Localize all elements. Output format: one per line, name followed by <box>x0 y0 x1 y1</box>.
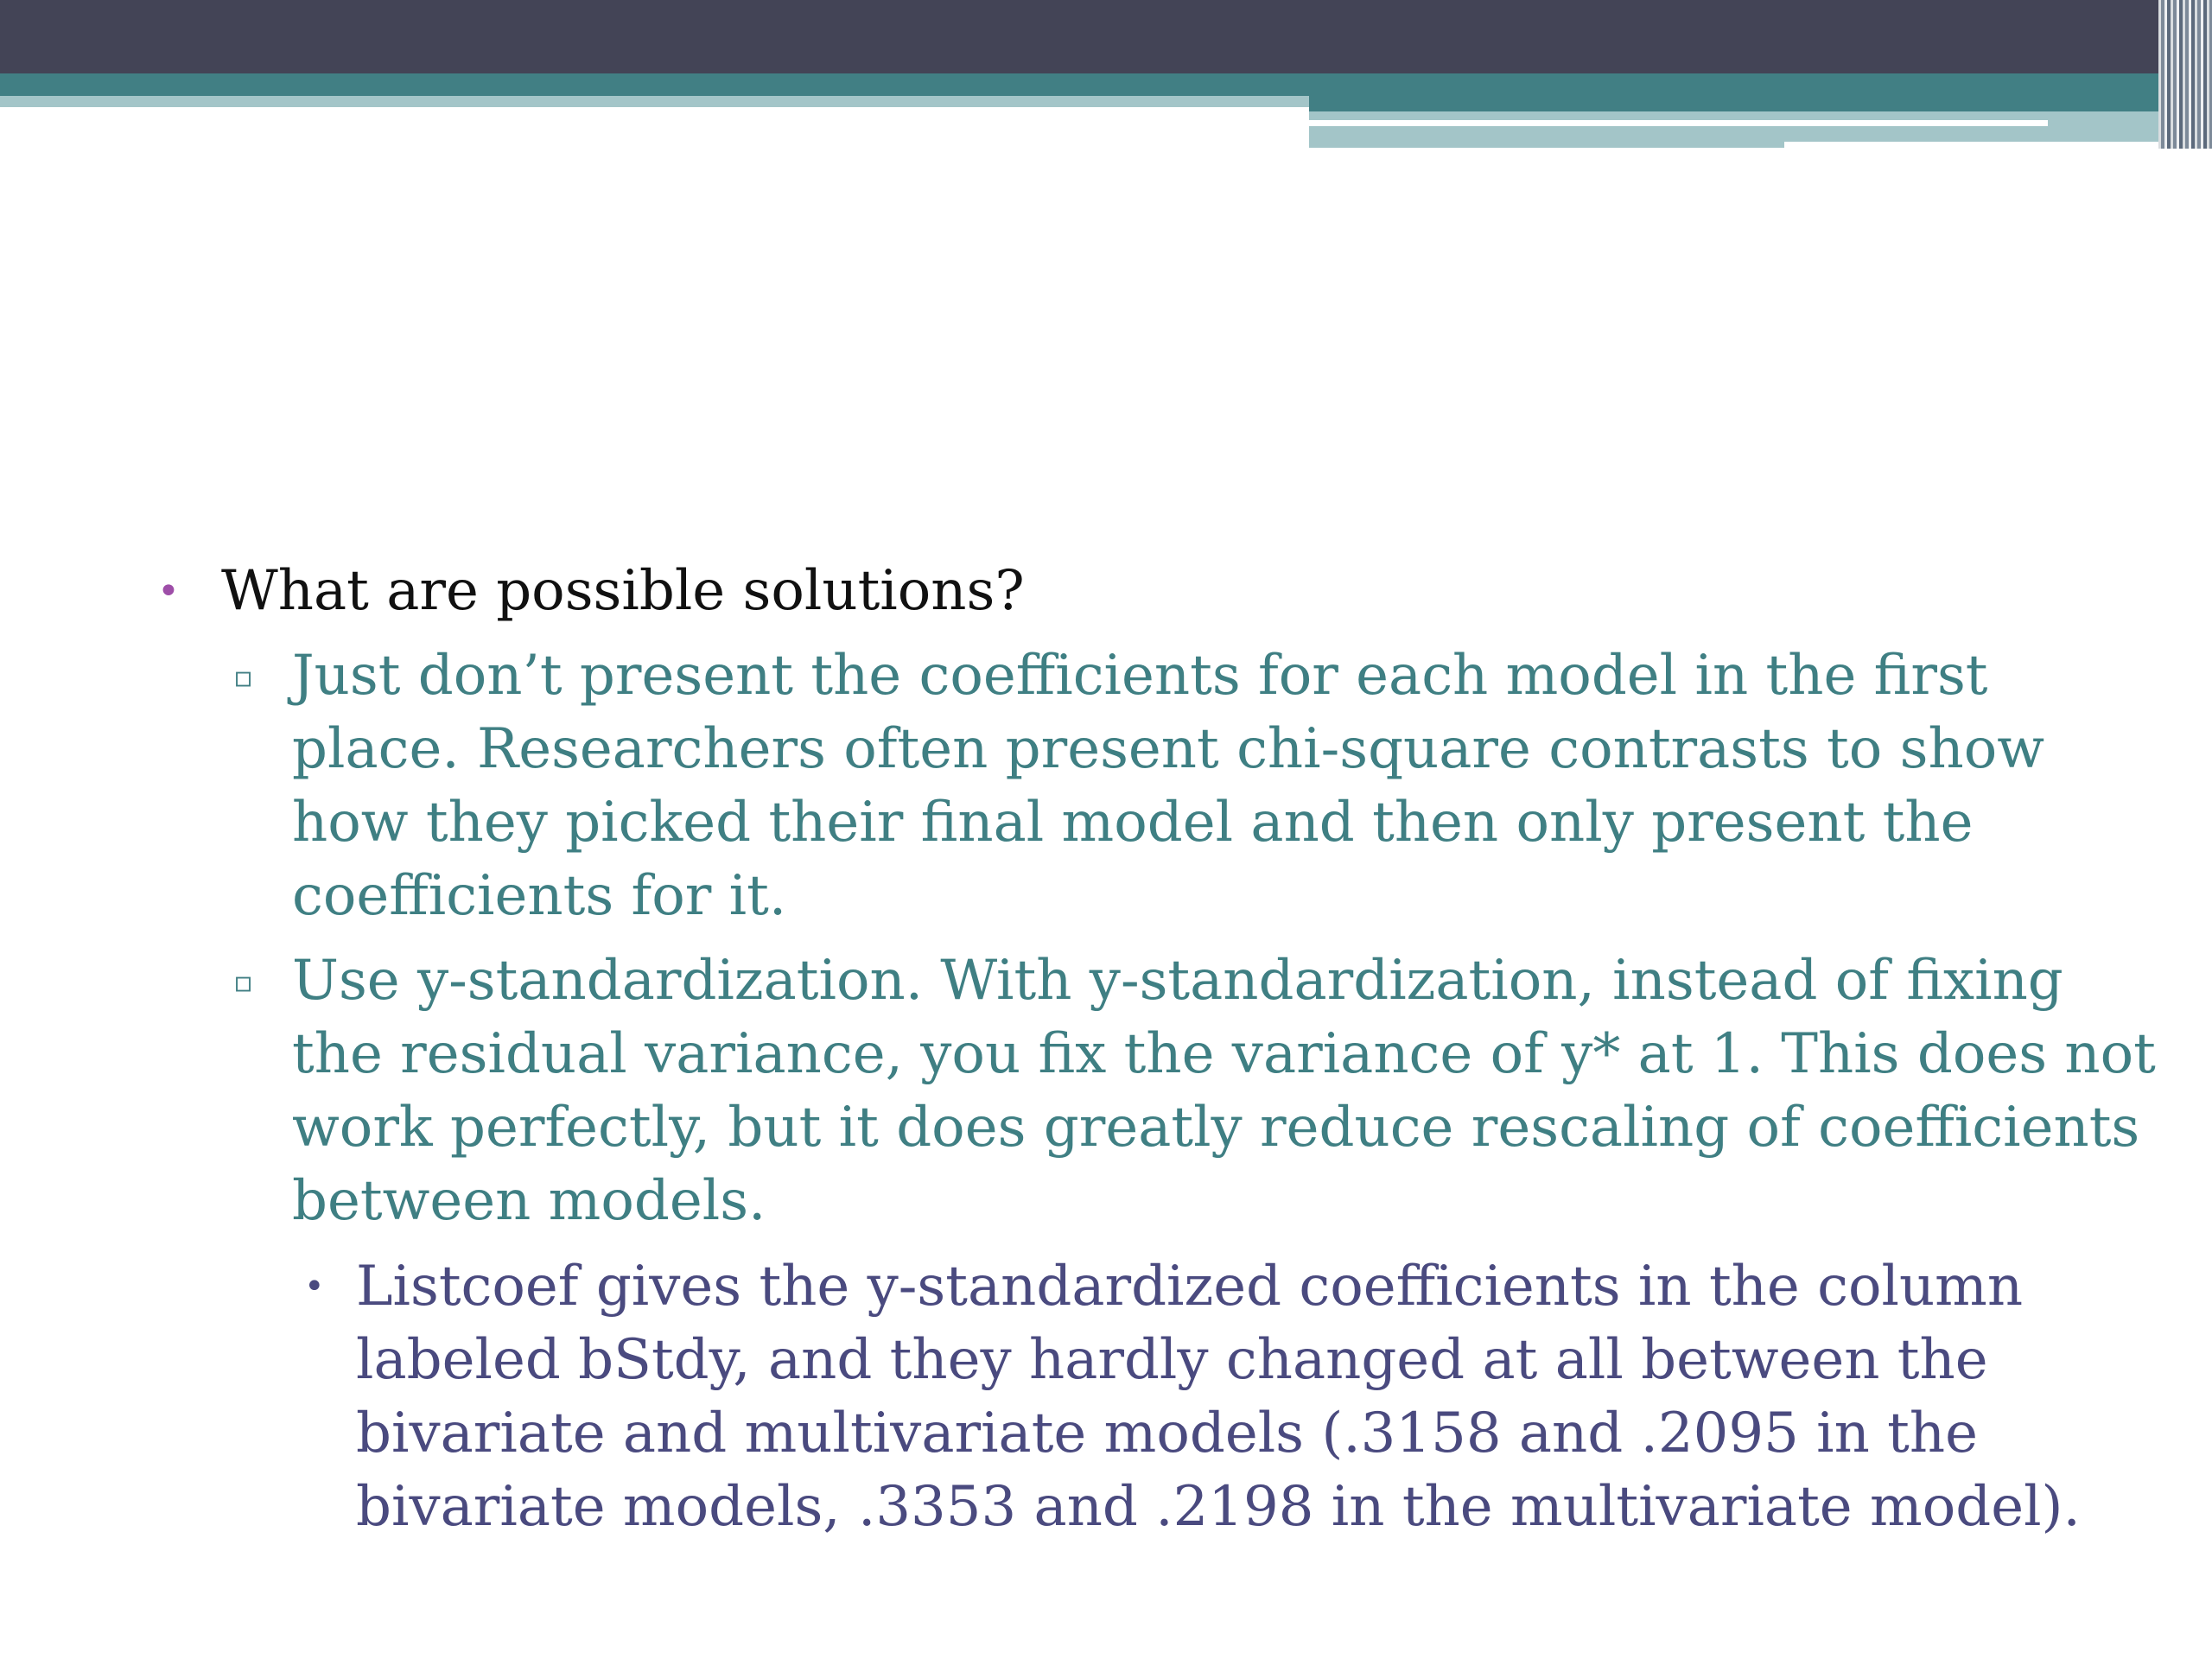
bullet-item <box>157 555 2145 628</box>
sub-sub-bullet-text: Listcoef gives the y-standardized coefficients in the column labeled bStdy, and they hardly changed at all between the bivariate and multivariate models (.3158 and .2095 in the bivariate models, .3353 and .2198 in the multivariate model). <box>356 1255 2081 1539</box>
header-teal-bar <box>0 73 2212 96</box>
header-stripes-decoration <box>2158 0 2212 149</box>
bullet-marker: • <box>157 569 180 613</box>
sub-bullet-marker: ▫ <box>233 660 254 695</box>
header-white-line <box>1309 120 2048 126</box>
bullet-text: What are possible solutions? <box>221 559 1025 623</box>
header-dark-bar <box>0 0 2212 73</box>
sub-bullet-text: Use y-standardization. With y-standardization, instead of fixing the residual variance, you fix the variance of y* at 1. This does not work perfectly, but it does greatly reduce rescaling of coefficients between models. <box>292 949 2156 1233</box>
header-light-bar-left <box>0 96 1309 107</box>
sub-bullet-item <box>233 944 2160 1238</box>
header-teal-extension <box>1309 96 2212 111</box>
sub-sub-bullet-marker: • <box>304 1267 325 1306</box>
header-white-line-lower <box>1784 142 2212 148</box>
sub-bullet-marker: ▫ <box>233 965 254 1000</box>
sub-bullet-text: Just don’t present the coefficients for each model in the first place. Researchers often present chi-square contrasts to show how they picked their final model and then only present the coefficients for it. <box>292 644 2044 928</box>
sub-bullet-item <box>233 639 2160 933</box>
sub-sub-bullet-item <box>304 1250 2162 1544</box>
